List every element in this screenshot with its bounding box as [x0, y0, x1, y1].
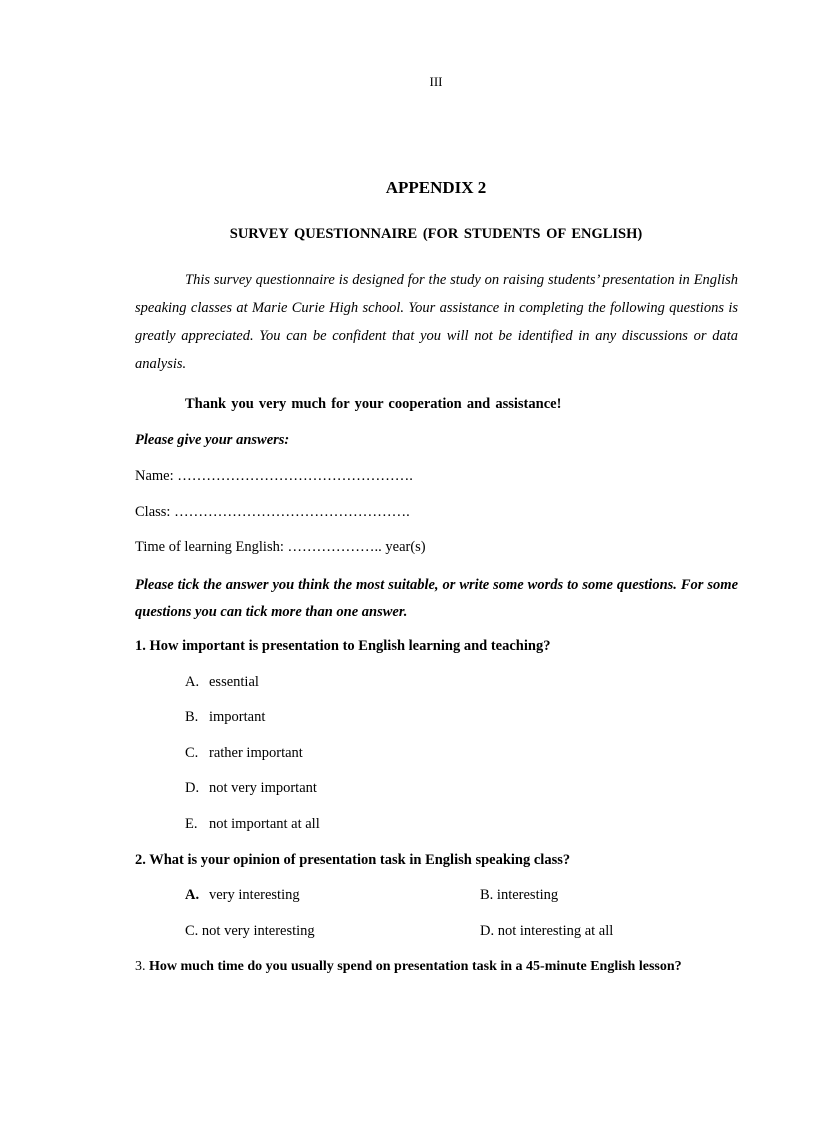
question-3-text: How much time do you usually spend on presentation task in a 45-minute English lesson?: [149, 959, 682, 974]
option-letter: E.: [185, 816, 198, 832]
name-field[interactable]: Name: ………………………………………….: [135, 468, 413, 484]
page-number: III: [429, 74, 443, 89]
time-of-learning-field[interactable]: Time of learning English: ……………….. year(s): [135, 539, 426, 555]
option-text: not very important: [209, 780, 317, 796]
question-2: 2. What is your opinion of presentation task in English speaking class?: [135, 852, 571, 868]
question-3: [135, 959, 682, 975]
q1-option-d[interactable]: [185, 780, 317, 797]
survey-title: SURVEY QUESTIONNAIRE (FOR STUDENTS OF ENGLISH): [229, 226, 643, 242]
instructions-paragraph: Please tick the answer you think the most suitable, or write some words to some questions. For some questions you can tick more than one answer.: [135, 577, 738, 620]
q2-option-d[interactable]: [480, 923, 613, 940]
option-text: very interesting: [209, 887, 300, 903]
q2-option-c[interactable]: [185, 923, 315, 940]
option-text: essential: [209, 674, 259, 690]
option-letter: C.: [185, 745, 199, 761]
q1-option-e[interactable]: [185, 816, 320, 833]
q2-option-b[interactable]: [480, 887, 558, 904]
please-answer-heading: Please give your answers:: [135, 432, 290, 448]
appendix-title: APPENDIX 2: [385, 178, 487, 197]
option-letter: C.: [185, 923, 199, 939]
option-text: not important at all: [209, 816, 320, 832]
q1-option-a[interactable]: [185, 674, 259, 691]
q1-option-c[interactable]: [185, 745, 303, 762]
question-1: 1. How important is presentation to English learning and teaching?: [135, 638, 551, 654]
q1-option-b[interactable]: [185, 709, 265, 726]
option-text: not interesting at all: [497, 923, 614, 939]
option-letter: A.: [185, 887, 200, 903]
question-3-number: 3.: [135, 959, 146, 974]
option-letter: A.: [185, 674, 200, 690]
option-text: interesting: [496, 887, 559, 903]
option-text: important: [209, 709, 266, 725]
option-text: not very interesting: [201, 923, 315, 939]
q2-option-a[interactable]: [185, 887, 300, 904]
thanks-line: Thank you very much for your cooperation and assistance!: [185, 396, 562, 412]
option-text: rather important: [209, 745, 303, 761]
option-letter: B.: [480, 887, 494, 903]
intro-paragraph: This survey questionnaire is designed for the study on raising students’ presentation in English speaking classes at Marie Curie High school. Your assistance in completing the following questions is greatly appreciated. You can be confident that you will not be identified in any discussions or data analysis.: [135, 272, 738, 372]
option-letter: D.: [185, 780, 200, 796]
class-field[interactable]: Class: ………………………………………….: [135, 504, 410, 520]
option-letter: D.: [480, 923, 495, 939]
option-letter: B.: [185, 709, 199, 725]
